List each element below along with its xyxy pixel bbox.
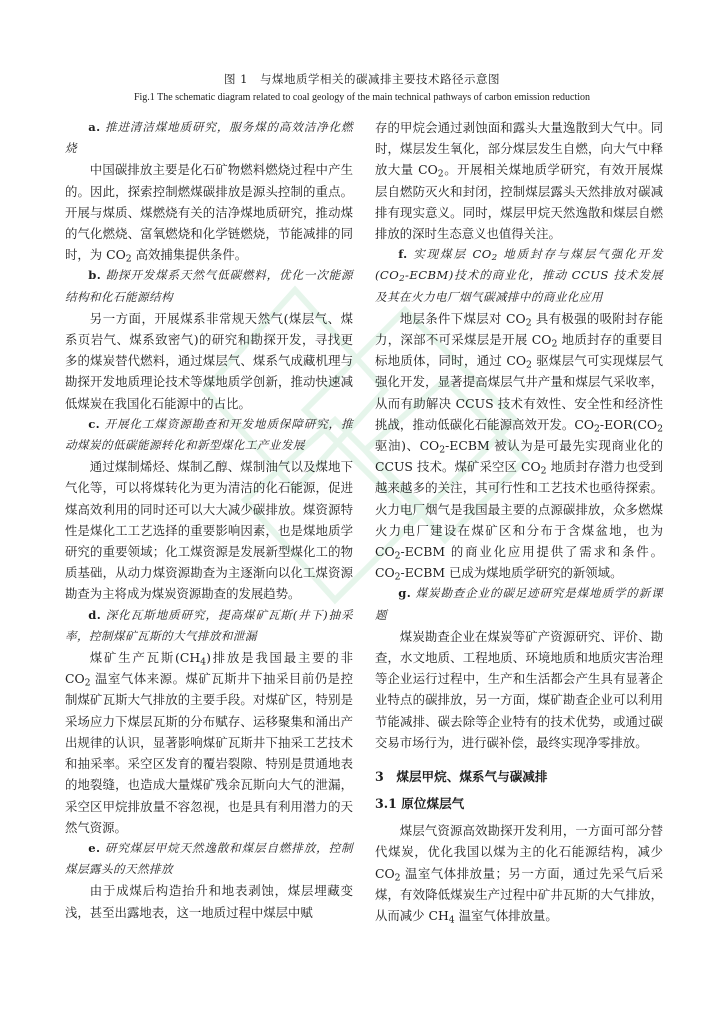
paragraph-f-text: -ECBM 已成为煤地质学研究的新领域。 bbox=[400, 565, 623, 581]
subscript: 4 bbox=[200, 656, 207, 668]
paragraph-f-text: 驱煤层气可实现煤层气强化开发，显著提高煤层气井产量和煤层气采收率，从而有助解决 CCUS 技术有效性、安全性和经济性挑战，推动低碳化石能源高效开发。CO bbox=[375, 353, 663, 432]
paragraph-3-1-text: 温室气体排放量。 bbox=[454, 907, 558, 923]
paragraph-b: 另一方面，开展煤系非常规天然气(煤层气、煤系页岩气、煤系致密气)的研究和勘探开发，寻找更多的煤炭替代燃料，通过煤层气、煤系气成藏机理与勘探开发地质理论技术等煤地质学创新，推动快速减低煤炭在我国化石能源中的占比。 bbox=[65, 310, 353, 411]
paragraph-3-1 bbox=[375, 820, 663, 926]
heading-g-text: 煤炭勘查企业的碳足迹研究是煤地质学的新课题 bbox=[375, 586, 663, 622]
section-3-heading: 3 煤层甲烷、煤系气与碳减排 bbox=[375, 769, 548, 785]
paragraph-a-tail: 高效捕集提供条件。 bbox=[131, 247, 248, 263]
heading-f-text-1: 实现煤层 CO bbox=[407, 247, 492, 262]
paragraph-f-text: -ECBM 被认为是可最先实现商业化的 CCUS 技术。煤矿采空区 CO bbox=[375, 438, 663, 475]
paragraph-g: 煤炭勘查企业在煤炭等矿产资源研究、评价、勘查，水文地质、工程地质、环境地质和地质灾害治理等企业运行过程中，生产和生活都会产生具有显著企业特点的碳排放，另一方面，煤矿勘查企业可以利用节能减排、碳去除等企业特有的技术优势，或通过碳交易市场行为，进行碳补偿，最终实现净零排放。 bbox=[375, 628, 663, 750]
heading-f bbox=[375, 244, 663, 308]
heading-d bbox=[65, 605, 353, 647]
paragraph-e-continued bbox=[375, 117, 663, 244]
paragraph-d bbox=[65, 647, 353, 838]
paragraph-f-text: 地质封存潜力也受到越来越多的关注，其可行性和工艺技术也亟待探索。火力电厂烟气是我国最主要的点源碳排放，众多燃煤火力电厂建设在煤矿区和分布于含煤盆地，也为 CO bbox=[375, 459, 663, 560]
subscript: 2 bbox=[394, 571, 401, 583]
figure-caption-en: Fig.1 The schematic diagram related to coal geology of the main technical pathways of carbon emission reduction bbox=[133, 92, 591, 103]
subscript: 2 bbox=[540, 465, 547, 477]
paragraph-f-text: 驱油)、CO bbox=[375, 438, 440, 454]
subscript: 4 bbox=[448, 914, 455, 926]
heading-b-text: 勘探开发煤系天然气低碳燃料，优化一次能源结构和化石能源结构 bbox=[65, 268, 353, 304]
subscript: 2 bbox=[526, 359, 532, 371]
heading-b-label: b. bbox=[88, 268, 102, 283]
subscript: 2 bbox=[525, 317, 532, 329]
heading-e-label: e. bbox=[88, 840, 101, 855]
subscript: 2 bbox=[84, 677, 91, 689]
subscript: 2 bbox=[394, 550, 401, 562]
paragraph-a-text: 中国碳排放主要是化石矿物燃料燃烧过程中产生的。因此，探索控制燃煤碳排放是源头控制的重点。开展与煤质、煤燃烧有关的洁净煤地质研究，推动煤的气化燃烧、富氧燃烧和化学链燃烧，节能减排的同时，为 CO bbox=[65, 162, 353, 263]
paragraph-f-text: -EOR(CO bbox=[599, 416, 658, 432]
right-column bbox=[375, 117, 663, 926]
heading-d-text: 深化瓦斯地质研究，提高煤矿瓦斯(井下)抽采率，控制煤矿瓦斯的大气排放和泄漏 bbox=[65, 607, 353, 643]
section-3-1-heading: 3.1 原位煤层气 bbox=[375, 796, 465, 812]
heading-c-text: 开展化工煤资源勘查和开发地质保障研究，推动煤炭的低碳能源转化和新型煤化工产业发展 bbox=[65, 416, 353, 453]
paragraph-d-text-1: 煤矿生产瓦斯(CH bbox=[89, 650, 201, 666]
paragraph-f-text: 具有极强的吸附封存能力，深部不可采煤层是开展 CO bbox=[375, 310, 663, 348]
subscript: 2 bbox=[125, 253, 132, 265]
paragraph-e: 由于成煤后构造抬升和地表剥蚀，煤层埋藏变浅，甚至出露地表，这一地质过程中煤层中赋 bbox=[65, 883, 353, 920]
heading-g-label: g. bbox=[398, 586, 412, 601]
heading-a-label: a. bbox=[88, 120, 101, 134]
subscript: 2 bbox=[657, 423, 663, 435]
heading-f-label: f. bbox=[398, 247, 408, 262]
paragraph-f-text: 地质封存的重要目标地质体，同时，通过 CO bbox=[375, 332, 663, 369]
paragraph-a bbox=[65, 159, 353, 265]
heading-c-label: c. bbox=[88, 416, 101, 431]
subscript: 2 bbox=[399, 274, 406, 285]
heading-g bbox=[375, 583, 663, 625]
paragraph-f bbox=[375, 308, 663, 584]
heading-a bbox=[65, 117, 353, 159]
subscript: 2 bbox=[551, 338, 558, 350]
heading-c bbox=[65, 414, 353, 456]
heading-a-text: 推进清洁煤地质研究，服务煤的高效洁净化燃烧 bbox=[65, 120, 353, 156]
subscript: 2 bbox=[394, 871, 401, 883]
heading-f-text-3: -ECBM)技术的商业化，推动 CCUS 技术发展及其在火力电厂烟气碳减排中的商业化应用 bbox=[375, 268, 663, 304]
paragraph-3-1-text: 煤层气资源高效勘探开发利用，一方面可部分替代煤炭，优化我国以煤为主的化石能源结构，减少 CO bbox=[375, 823, 663, 881]
paragraph-d-text-2: )排放是我国最主要的非 CO bbox=[65, 650, 353, 687]
paragraph-e-cont-text: 存的甲烷会通过剥蚀面和露头大量逸散到大气中。同时，煤层发生氧化，部分煤层发生自燃，向大气中释放大量 CO bbox=[375, 120, 663, 178]
paragraph-f-text: -ECBM 的商业化应用提供了需求和条件。CO bbox=[375, 544, 663, 581]
paragraph-3-1-text: 温室气体排放量；另一方面，通过先采气后采煤，有效降低煤炭生产过程中矿井瓦斯的大气排放，从而减少 CH bbox=[375, 865, 663, 923]
heading-e-text: 研究煤层甲烷天然逸散和煤层自燃排放，控制煤层露头的天然排放 bbox=[65, 840, 353, 877]
heading-d-label: d. bbox=[88, 607, 102, 622]
heading-b bbox=[65, 265, 353, 307]
paragraph-e-cont-tail: 。开展相关煤地质学研究，有效开展煤层自燃防灭火和封闭，控制煤层露头天然排放对碳减排有现实意义。同时，煤层甲烷天然逸散和煤层自燃排放的深时生态意义也值得关注。 bbox=[375, 162, 664, 242]
subscript: 2 bbox=[439, 444, 446, 456]
subscript: 2 bbox=[491, 253, 498, 264]
paragraph-d-text-3: 温室气体来源。煤矿瓦斯井下抽采目前仍是控制煤矿瓦斯大气排放的主要手段。对煤矿区，特别是采场应力下煤层瓦斯的分布赋存、运移聚集和涌出产出规律的认识，显著影响煤矿瓦斯井下抽采工艺技术和抽采率。采空区发育的覆岩裂隙、特别是贯通地表的地裂缝，也造成大量煤矿残余瓦斯向大气的泄漏，采空区甲烷排放量不容忽视，也是具有利用潜力的天然气资源。 bbox=[65, 671, 353, 835]
subscript: 2 bbox=[437, 168, 444, 180]
paragraph-f-text: 地层条件下煤层对 CO bbox=[399, 310, 526, 326]
heading-f-text-2: 地质封存与煤层气强化开发(CO bbox=[375, 247, 663, 283]
figure-caption-cn: 图 1 与煤地质学相关的碳减排主要技术路径示意图 bbox=[224, 72, 500, 86]
heading-e bbox=[65, 838, 353, 880]
subscript: 2 bbox=[593, 423, 600, 435]
paragraph-c: 通过煤制烯烃、煤制乙醇、煤制油气以及煤地下气化等，可以将煤转化为更为清洁的化石能源，促进煤高效利用的同时还可以大大减少碳排放。煤资源特性是煤化工工艺选择的重要影响因素，也是煤地质学研究的重要领域；化工煤资源是发展新型煤化工的物质基础，从动力煤资源勘查为主逐渐向以化工煤资源勘查为主将成为煤炭资源勘查的发展趋势。 bbox=[65, 459, 353, 602]
left-column bbox=[65, 117, 353, 923]
